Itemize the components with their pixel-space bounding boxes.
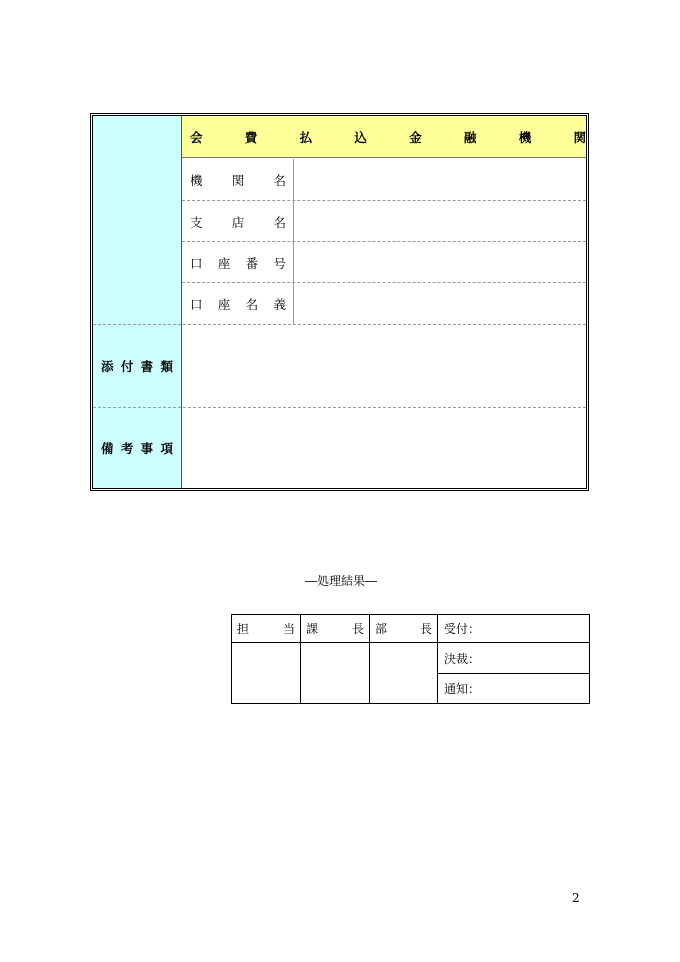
label-char: 備 [101, 441, 114, 456]
approval-row[interactable]: 決裁： [444, 651, 481, 666]
fee-payment-institution-header [182, 116, 586, 158]
attachments-label [93, 325, 181, 407]
remarks-field[interactable] [182, 408, 586, 488]
label-char: 事 [140, 441, 154, 456]
header-char: 機 [518, 129, 532, 145]
page-number: 2 [572, 891, 580, 905]
label-char: 名 [245, 296, 259, 312]
remarks-label [93, 408, 181, 488]
header-char: 部 [375, 622, 388, 636]
label-char: 座 [217, 255, 231, 271]
label-char: 口 [190, 255, 203, 271]
received-row[interactable]: 受付： [444, 622, 481, 636]
institution-name-label [182, 159, 294, 200]
label-char: 号 [273, 255, 286, 271]
processing-result-table [231, 614, 590, 704]
label-char: 類 [160, 359, 173, 374]
branch-name-label [182, 201, 294, 242]
person-in-charge-header [232, 615, 300, 642]
label-char: 関 [231, 172, 245, 188]
section-chief-header [301, 615, 369, 642]
attachments-field[interactable] [182, 325, 586, 407]
header-char: 当 [282, 622, 295, 636]
label-char: 添 [101, 359, 114, 374]
label-char: 書 [140, 359, 154, 374]
processing-result-title: ―処理結果― [304, 574, 377, 588]
account-holder-field[interactable] [295, 283, 586, 324]
department-head-header [370, 615, 437, 642]
section-chief-stamp-box[interactable] [301, 643, 369, 703]
label-char: 付 [120, 359, 134, 374]
header-char: 払 [299, 129, 313, 145]
header-char: 会 [190, 129, 203, 145]
label-char: 機 [190, 172, 203, 188]
membership-fee-form [90, 113, 589, 491]
account-number-field[interactable] [295, 242, 586, 283]
header-char: 費 [244, 129, 258, 145]
header-char: 関 [573, 129, 586, 145]
header-char: 込 [354, 129, 367, 145]
label-char: 義 [273, 296, 286, 312]
label-char: 項 [160, 441, 173, 456]
label-char: 番 [245, 255, 259, 271]
label-char: 座 [217, 296, 231, 312]
account-holder-label [182, 283, 294, 324]
notification-row[interactable]: 通知： [444, 682, 481, 696]
label-char: 名 [273, 214, 286, 230]
account-number-label [182, 242, 294, 283]
header-char: 課 [306, 622, 319, 636]
header-char: 担 [237, 622, 250, 636]
header-title [190, 128, 586, 146]
label-char: 口 [190, 296, 203, 312]
header-char: 金 [409, 129, 422, 145]
institution-name-field[interactable] [295, 159, 586, 200]
header-char: 長 [419, 622, 432, 636]
header-char: 融 [463, 129, 477, 145]
label-char: 名 [273, 172, 286, 188]
department-head-stamp-box[interactable] [370, 643, 437, 703]
person-in-charge-stamp-box[interactable] [232, 643, 300, 703]
label-char: 考 [120, 441, 134, 456]
label-char: 支 [190, 214, 203, 230]
header-char: 長 [351, 622, 364, 636]
branch-name-field[interactable] [295, 201, 586, 242]
label-char: 店 [231, 214, 245, 230]
